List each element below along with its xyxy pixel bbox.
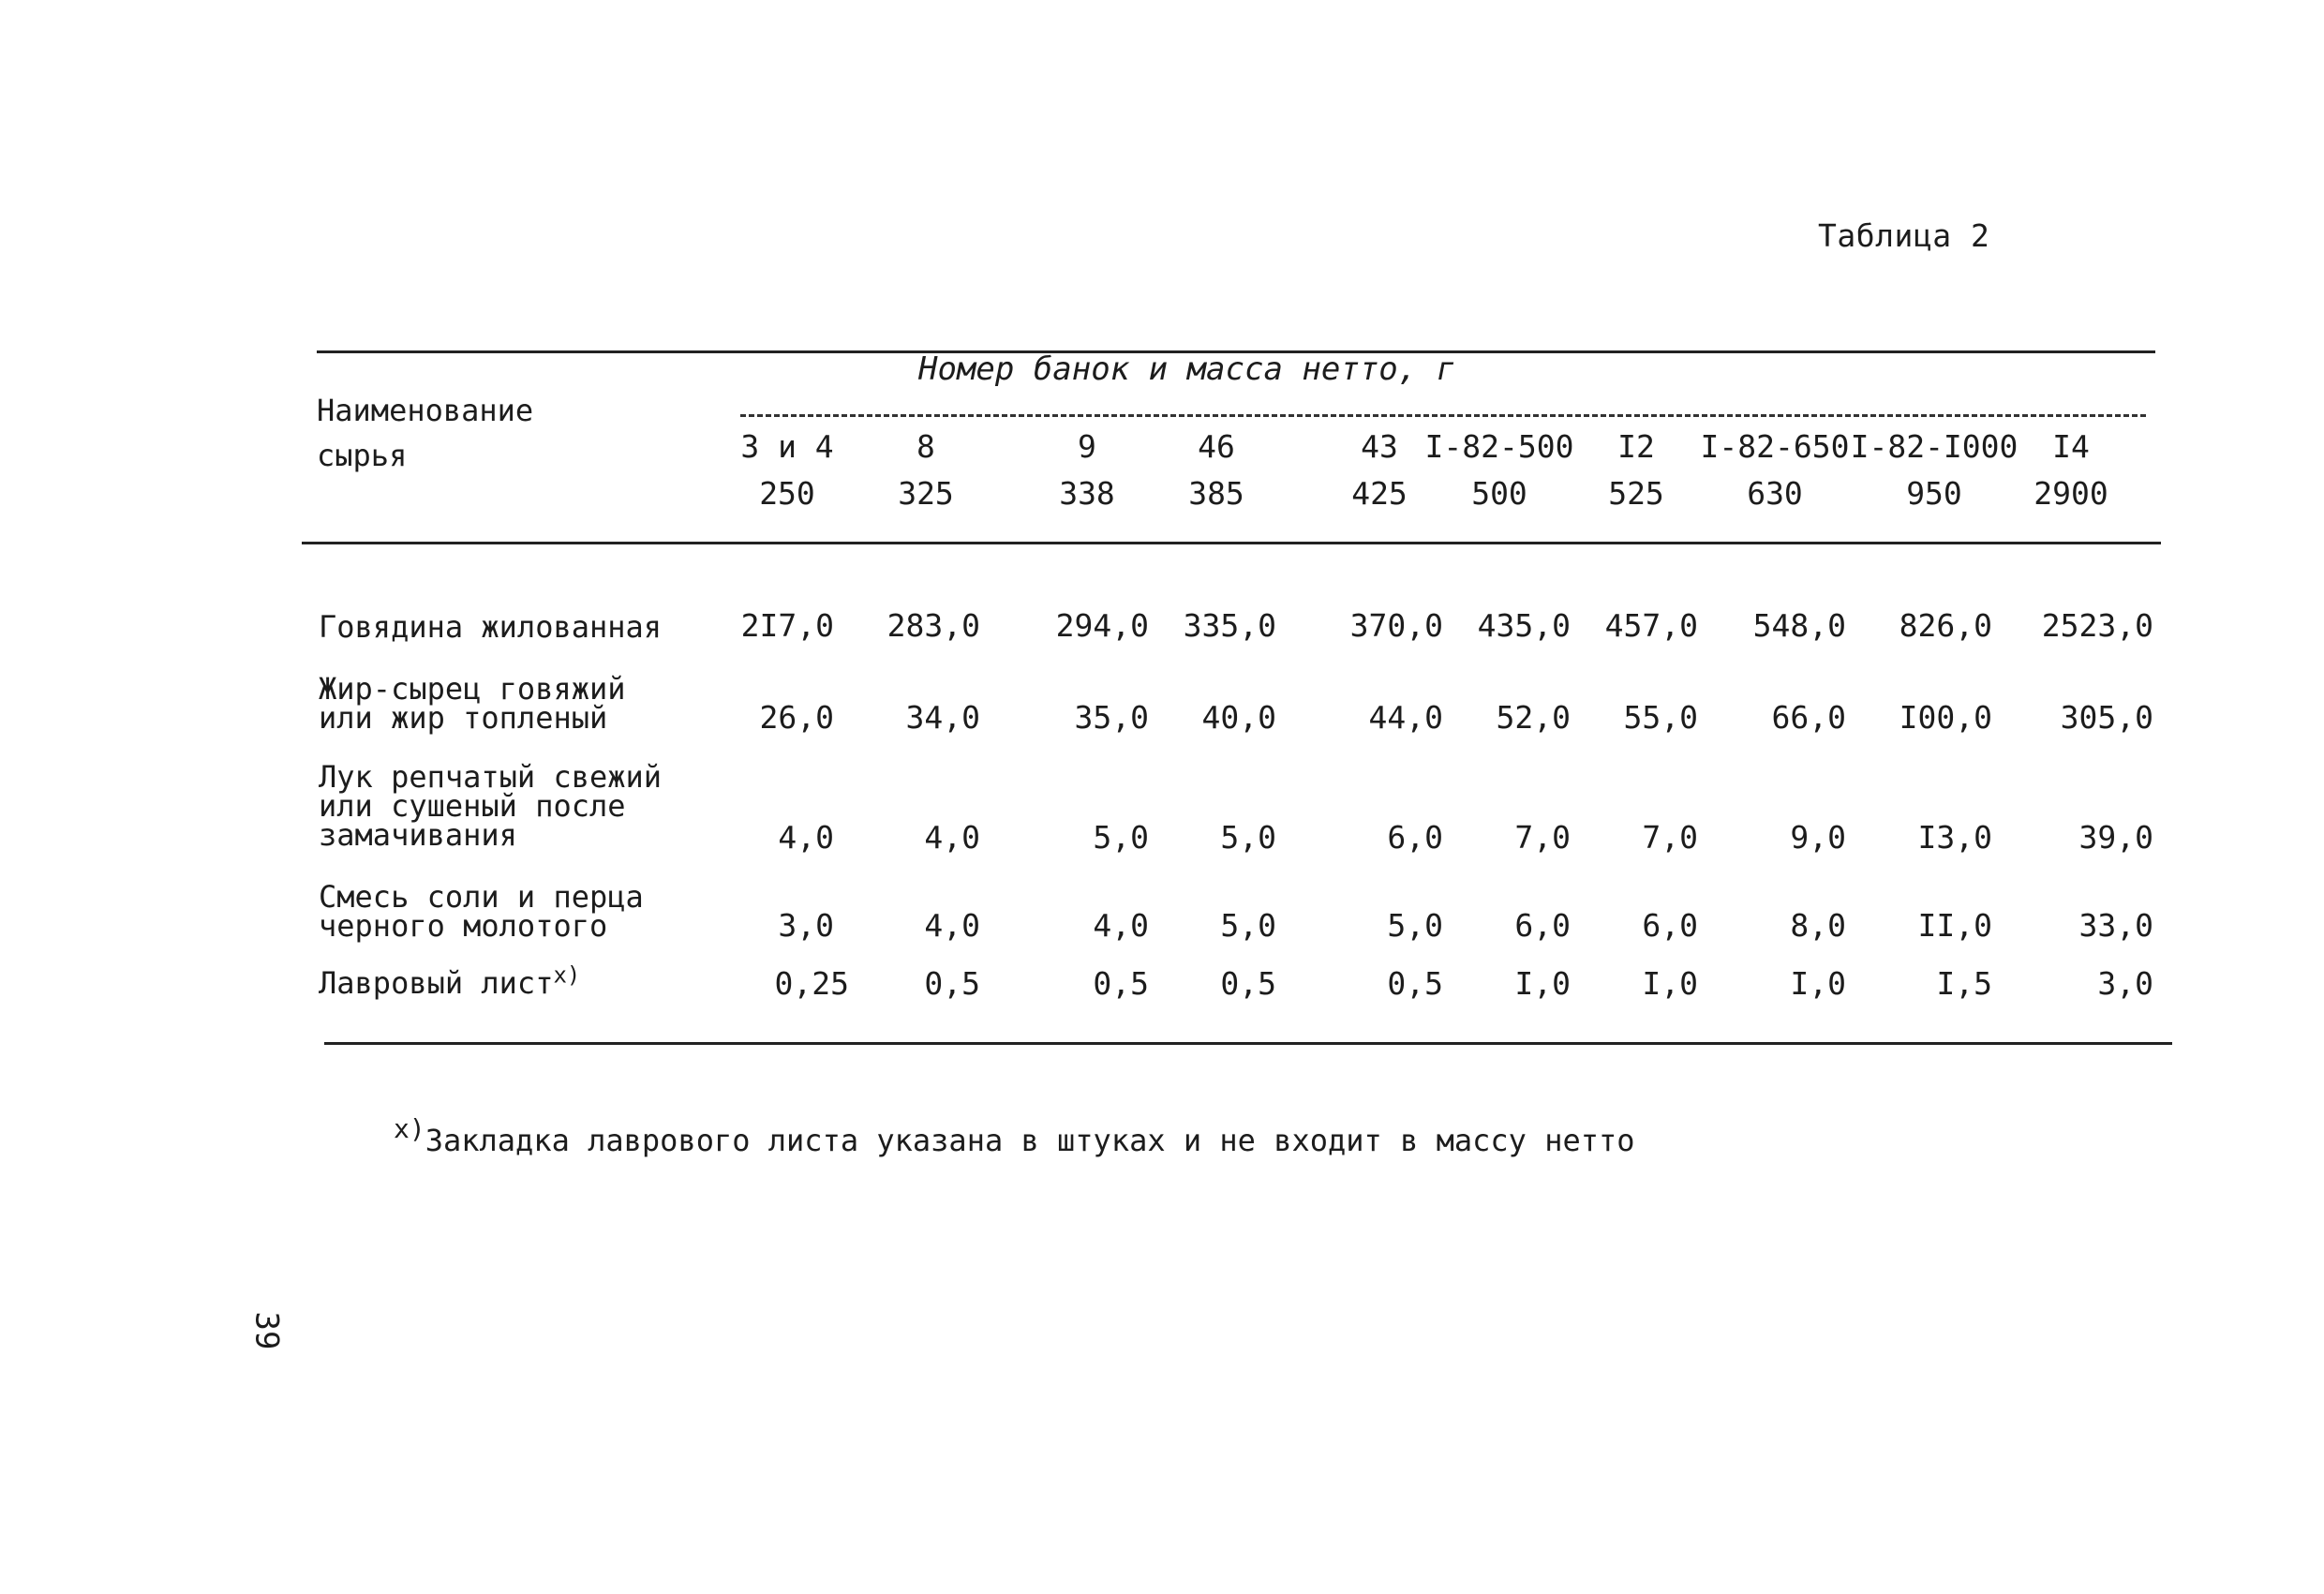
table-cell: 9,0 [1790, 819, 1846, 856]
row-name [319, 759, 663, 853]
column-number: 43 [1361, 428, 1398, 465]
footnote-reference: x) [553, 961, 581, 989]
row-name-line: или жир топленый [319, 700, 608, 736]
table-cell: 7,0 [1642, 819, 1698, 856]
table-cell: 5,0 [1220, 907, 1276, 944]
footnote [394, 1113, 1635, 1158]
table-cell: 4,0 [1093, 907, 1149, 944]
table-cell: 4,0 [778, 819, 834, 856]
table-cell: 0,5 [1387, 965, 1443, 1002]
column-header [1608, 424, 1664, 517]
table-cell: 335,0 [1183, 607, 1276, 644]
table-cell: 40,0 [1201, 699, 1276, 736]
table-cell: 5,0 [1387, 907, 1443, 944]
table-cell: II,0 [1917, 907, 1992, 944]
page-number: 39 [247, 1311, 286, 1350]
table-cell: 34,0 [905, 699, 980, 736]
column-header [1425, 424, 1574, 517]
table-cell: 0,25 [774, 965, 849, 1002]
table-cell: 826,0 [1899, 607, 1992, 644]
column-number: I-82-500 [1424, 428, 1574, 465]
column-header [1701, 424, 1850, 517]
column-mass: 950 [1906, 475, 1962, 512]
row-name-line: Смесь соли и перца [319, 879, 644, 915]
column-header [1188, 424, 1244, 517]
table-cell: 305,0 [2060, 699, 2153, 736]
column-number: I2 [1617, 428, 1655, 465]
column-mass: 250 [759, 475, 815, 512]
table-cell: 39,0 [2078, 819, 2153, 856]
table-cell: 4,0 [924, 819, 980, 856]
table-cell: I,5 [1936, 965, 1992, 1002]
table-cell: 26,0 [759, 699, 834, 736]
header-dashed-rule [740, 414, 2146, 417]
table-cell: 52,0 [1496, 699, 1571, 736]
column-mass: 525 [1608, 475, 1664, 512]
column-mass: 338 [1059, 475, 1115, 512]
name-column-header [317, 388, 533, 478]
table-cell: 3,0 [778, 907, 834, 944]
table-cell: 283,0 [886, 607, 980, 644]
table-cell: 548,0 [1752, 607, 1846, 644]
table-cell: I,0 [1790, 965, 1846, 1002]
column-header [1851, 424, 2019, 517]
row-name-line: Лавровый лист [319, 965, 554, 1001]
table-cell: I,0 [1514, 965, 1571, 1002]
table-cell: 0,5 [1220, 965, 1276, 1002]
column-header [898, 424, 954, 517]
table-cell: 435,0 [1477, 607, 1571, 644]
table-cell: 457,0 [1604, 607, 1698, 644]
table-cell: 8,0 [1790, 907, 1846, 944]
column-header [1351, 424, 1408, 517]
column-number: 46 [1198, 428, 1235, 465]
column-number: 8 [916, 428, 935, 465]
table-cell: 33,0 [2078, 907, 2153, 944]
column-header [740, 424, 833, 517]
column-header [2034, 424, 2108, 517]
row-name-line: Говядина жилованная [319, 609, 663, 645]
row-name [319, 879, 644, 944]
table-cell: 5,0 [1220, 819, 1276, 856]
row-name [319, 671, 626, 736]
column-number: 3 и 4 [740, 428, 834, 465]
table-cell: 2523,0 [2041, 607, 2153, 644]
column-mass: 500 [1471, 475, 1527, 512]
column-mass: 385 [1188, 475, 1244, 512]
column-mass: 2900 [2034, 475, 2108, 512]
table-cell: 4,0 [924, 907, 980, 944]
table-caption: Таблица 2 [1818, 217, 1990, 254]
name-header-line: Наименование [317, 393, 534, 428]
footnote-mark: x) [394, 1113, 425, 1144]
column-number: I4 [2052, 428, 2090, 465]
table-cell: 7,0 [1514, 819, 1571, 856]
table-cell: 44,0 [1368, 699, 1443, 736]
column-header [1059, 424, 1115, 517]
column-mass: 325 [898, 475, 954, 512]
row-name-line: или сушеный после [319, 788, 626, 824]
table-cell: I00,0 [1899, 699, 1992, 736]
column-mass: 630 [1747, 475, 1803, 512]
table-cell: 294,0 [1055, 607, 1149, 644]
table-cell: 0,5 [924, 965, 980, 1002]
column-group-title: Номер банок и масса нетто, г [918, 350, 1456, 388]
column-number: I-82-650 [1700, 428, 1850, 465]
column-mass: 425 [1351, 475, 1408, 512]
table-cell: 370,0 [1349, 607, 1443, 644]
table-cell: 6,0 [1514, 907, 1571, 944]
table-bottom-rule [324, 1042, 2172, 1045]
row-name-line: Жир-сырец говяжий [319, 671, 626, 707]
table-cell: 66,0 [1771, 699, 1846, 736]
column-number: I-82-I000 [1850, 428, 2019, 465]
footnote-text: Закладка лаврового листа указана в штуках и не входит в массу нетто [425, 1123, 1635, 1158]
table-cell: 0,5 [1093, 965, 1149, 1002]
row-name-line: замачивания [319, 817, 517, 853]
name-header-line: сырья [317, 438, 408, 473]
table-cell: 3,0 [2097, 965, 2153, 1002]
row-name-line: Лук репчатый свежий [319, 759, 663, 795]
row-name [319, 961, 581, 1001]
table-cell: 55,0 [1623, 699, 1698, 736]
table-cell: 5,0 [1093, 819, 1149, 856]
header-bottom-rule [302, 542, 2161, 544]
row-name-line: черного молотого [319, 908, 608, 944]
table-cell: 35,0 [1074, 699, 1149, 736]
table-cell: I,0 [1642, 965, 1698, 1002]
table-cell: 2I7,0 [740, 607, 834, 644]
table-cell: I3,0 [1917, 819, 1992, 856]
table-cell: 6,0 [1642, 907, 1698, 944]
row-name [319, 609, 663, 645]
table-cell: 6,0 [1387, 819, 1443, 856]
column-number: 9 [1078, 428, 1096, 465]
